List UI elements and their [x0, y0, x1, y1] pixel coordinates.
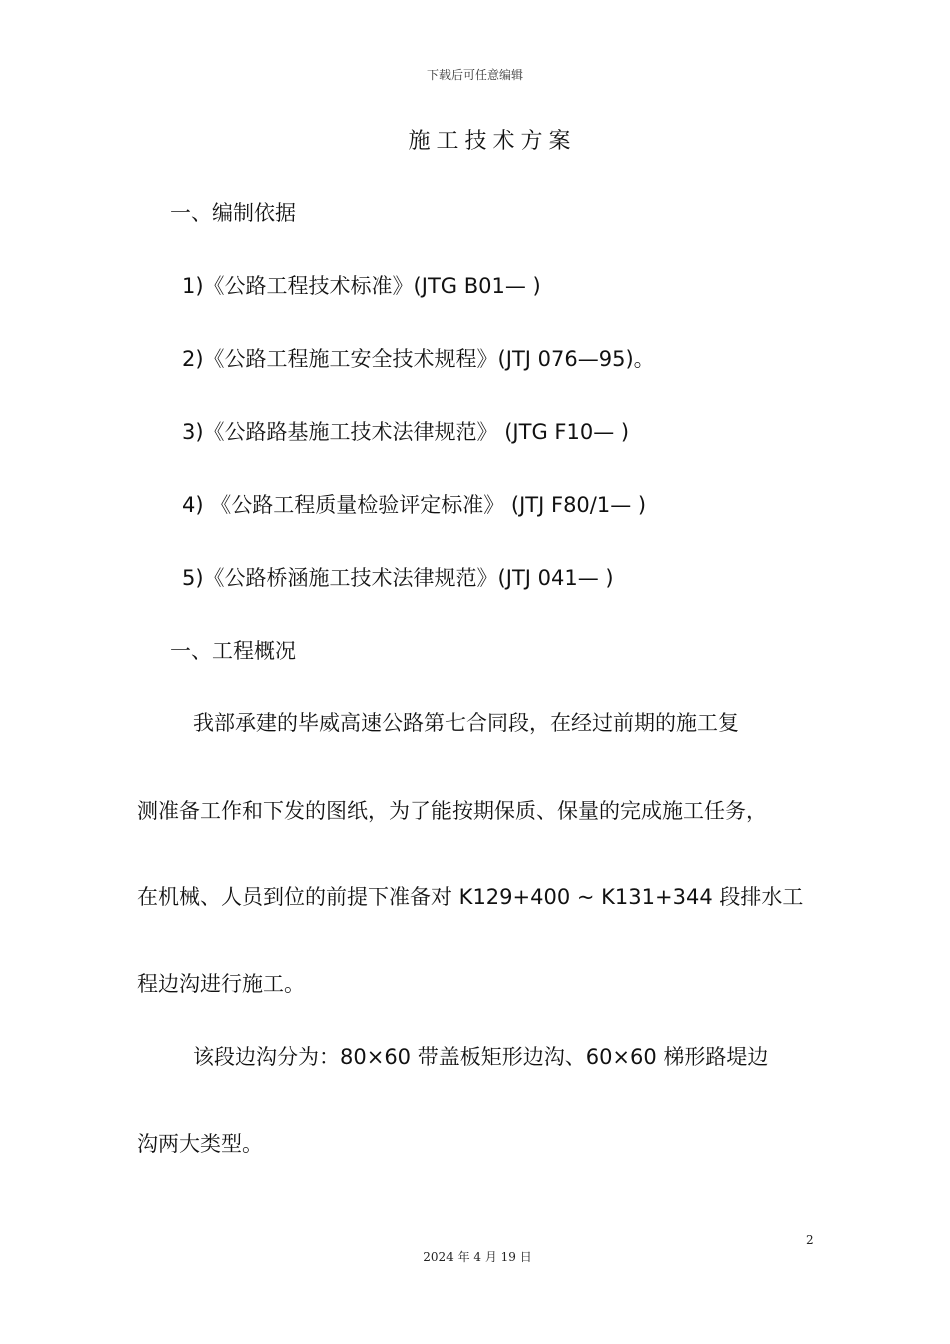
reference-item: 5)《公路桥涵施工技术法律规范》(JTJ 041— ) — [182, 566, 614, 590]
paragraph-line: 测准备工作和下发的图纸，为了能按期保质、保量的完成施工任务， — [137, 799, 767, 823]
paragraph-line: 该段边沟分为：80×60 带盖板矩形边沟、60×60 梯形路堤边 — [193, 1045, 769, 1069]
page-number: 2 — [806, 1233, 814, 1247]
reference-item: 4) 《公路工程质量检验评定标准》 (JTJ F80/1— ) — [182, 493, 647, 517]
paragraph-line: 我部承建的毕威高速公路第七合同段，在经过前期的施工复 — [193, 711, 739, 735]
page-header: 下载后可任意编辑 — [426, 68, 523, 82]
paragraph-line: 程边沟进行施工。 — [137, 972, 305, 996]
document-title: 施工技术方案 — [408, 129, 577, 154]
paragraph-line: 沟两大类型。 — [137, 1132, 263, 1156]
reference-item: 3)《公路路基施工技术法律规范》 (JTG F10— ) — [182, 420, 630, 444]
paragraph-line: 在机械、人员到位的前提下准备对 K129+400 ~ K131+344 段排水工 — [137, 885, 804, 909]
reference-item: 1)《公路工程技术标准》(JTG B01— ) — [182, 274, 541, 298]
footer-date: 2024 年 4 月 19 日 — [423, 1250, 532, 1264]
section-heading-overview: 一、工程概况 — [170, 639, 296, 663]
reference-item: 2)《公路工程施工安全技术规程》(JTJ 076—95)。 — [182, 347, 655, 371]
section-heading-basis: 一、编制依据 — [170, 201, 296, 225]
